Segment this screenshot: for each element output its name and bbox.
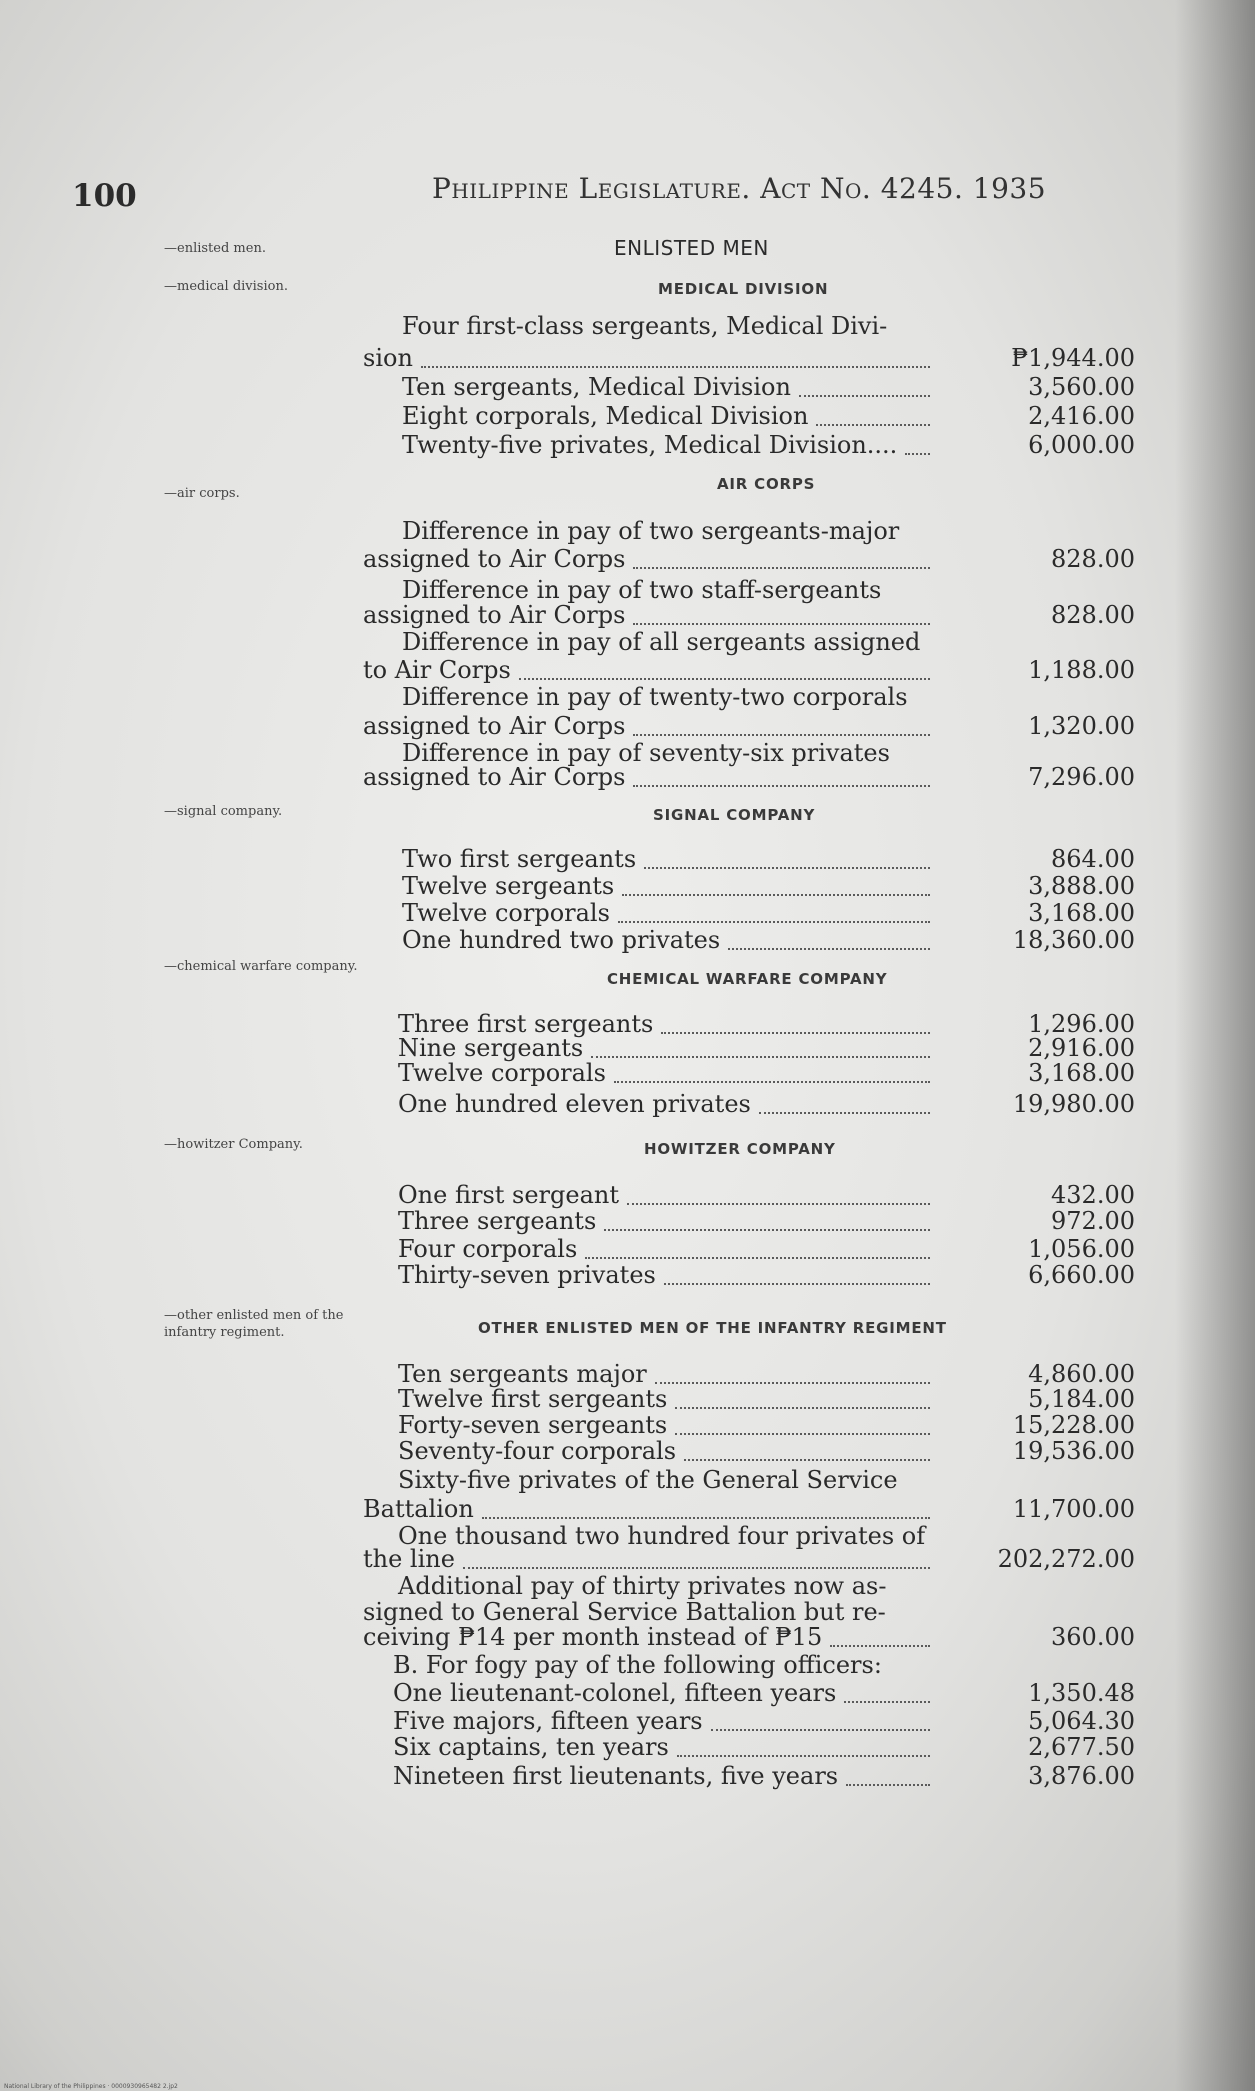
line-item-text: Nine sergeants — [398, 1034, 584, 1062]
line-item-text: B. For fogy pay of the following officers: — [393, 1651, 882, 1679]
dot-leader — [830, 1645, 930, 1647]
line-item-text: One hundred eleven privates — [398, 1090, 751, 1118]
dot-leader — [618, 921, 930, 923]
dot-leader — [905, 453, 930, 455]
line-item-text: Twelve sergeants — [402, 872, 615, 900]
line-item-text: Three sergeants — [398, 1207, 597, 1235]
line-item-text: assigned to Air Corps — [363, 545, 626, 573]
margin-note-howitzer: —howitzer Company. — [164, 1137, 303, 1152]
line-item-amount: 3,560.00 — [1028, 373, 1135, 401]
dot-leader — [664, 1283, 930, 1285]
section-heading-chemical: CHEMICAL WARFARE COMPANY — [607, 970, 888, 988]
line-item-amount: 19,980.00 — [1012, 1090, 1135, 1118]
line-item-text: sion — [363, 344, 413, 372]
line-item-text: Seventy-four corporals — [398, 1437, 677, 1465]
line-item-text: Difference in pay of seventy-six privates — [402, 739, 890, 767]
line-item-text: Five majors, fifteen years — [393, 1707, 703, 1735]
dot-leader — [675, 1407, 930, 1409]
margin-note-air: —air corps. — [164, 486, 240, 501]
line-item-amount: 2,416.00 — [1028, 402, 1135, 430]
line-item-amount: 1,320.00 — [1028, 712, 1135, 740]
line-item-amount: 11,700.00 — [1012, 1495, 1135, 1523]
dot-leader — [633, 734, 930, 736]
section-heading-howitzer: HOWITZER COMPANY — [644, 1140, 836, 1158]
line-item-amount: 2,916.00 — [1028, 1034, 1135, 1062]
line-item-text: Four first-class sergeants, Medical Divi- — [402, 312, 888, 340]
dot-leader — [482, 1517, 930, 1519]
line-item-text: One thousand two hundred four privates of — [398, 1522, 926, 1550]
line-item-text: Battalion — [363, 1495, 474, 1523]
line-item-amount: 202,272.00 — [997, 1545, 1135, 1573]
line-item-text: One hundred two privates — [402, 926, 721, 954]
running-head: Philippine Legislature. Act No. 4245. 1935 — [432, 172, 1047, 205]
line-item-amount: 3,876.00 — [1028, 1762, 1135, 1790]
line-item-text: Six captains, ten years — [393, 1733, 669, 1761]
dot-leader — [633, 623, 930, 625]
line-item-amount: 828.00 — [1051, 601, 1135, 629]
line-item-text: Twelve corporals — [402, 899, 610, 927]
dot-leader — [463, 1567, 930, 1569]
line-item-text: Three first sergeants — [398, 1010, 654, 1038]
line-item-text: Difference in pay of all sergeants assigned — [402, 628, 921, 656]
line-item-amount: 1,056.00 — [1028, 1235, 1135, 1263]
line-item-amount: 15,228.00 — [1012, 1411, 1135, 1439]
line-item-text: assigned to Air Corps — [363, 763, 626, 791]
line-item-amount: 1,350.48 — [1028, 1679, 1135, 1707]
line-item-amount: 1,188.00 — [1028, 656, 1135, 684]
line-item-text: Thirty-seven privates — [398, 1261, 656, 1289]
line-item-amount: 5,064.30 — [1028, 1707, 1135, 1735]
main-heading: ENLISTED MEN — [614, 236, 769, 260]
line-item-text: Difference in pay of two staff-sergeants — [402, 576, 882, 604]
dot-leader — [799, 395, 930, 397]
margin-note-enlisted: —enlisted men. — [164, 241, 266, 256]
line-item-text: Four corporals — [398, 1235, 578, 1263]
line-item-amount: 19,536.00 — [1012, 1437, 1135, 1465]
line-item-text: to Air Corps — [363, 656, 511, 684]
dot-leader — [633, 567, 930, 569]
dot-leader — [591, 1056, 930, 1058]
line-item-amount: 4,860.00 — [1028, 1360, 1135, 1388]
line-item-amount: 5,184.00 — [1028, 1385, 1135, 1413]
line-item-text: One first sergeant — [398, 1181, 620, 1209]
dot-leader — [684, 1459, 930, 1461]
line-item-text: Sixty-five privates of the General Service — [398, 1466, 898, 1494]
line-item-text: ceiving ₱14 per month instead of ₱15 — [363, 1623, 823, 1651]
line-item-text: the line — [363, 1545, 455, 1573]
dot-leader — [759, 1112, 930, 1114]
dot-leader — [604, 1229, 930, 1231]
line-item-text: Difference in pay of two sergeants-major — [402, 517, 900, 545]
dot-leader — [627, 1203, 930, 1205]
line-item-amount: ₱1,944.00 — [1011, 344, 1135, 372]
line-item-text: Twenty-five privates, Medical Division.... — [402, 431, 898, 459]
line-item-amount: 1,296.00 — [1028, 1010, 1135, 1038]
line-item-text: Twelve first sergeants — [398, 1385, 668, 1413]
dot-leader — [421, 366, 930, 368]
dot-leader — [614, 1081, 930, 1083]
line-item-text: Additional pay of thirty privates now as- — [398, 1572, 887, 1600]
section-heading-signal: SIGNAL COMPANY — [653, 806, 816, 824]
line-item-text: Ten sergeants major — [398, 1360, 647, 1388]
section-heading-other: OTHER ENLISTED MEN OF THE INFANTRY REGIMENT — [478, 1319, 947, 1337]
line-item-amount: 2,677.50 — [1028, 1733, 1135, 1761]
dot-leader — [728, 948, 930, 950]
dot-leader — [816, 424, 930, 426]
margin-note-other: —other enlisted men of the infantry regiment. — [164, 1308, 344, 1340]
dot-leader — [711, 1729, 930, 1731]
dot-leader — [622, 894, 930, 896]
dot-leader — [677, 1755, 930, 1757]
line-item-amount: 432.00 — [1051, 1181, 1135, 1209]
line-item-amount: 360.00 — [1051, 1623, 1135, 1651]
section-heading-medical: MEDICAL DIVISION — [658, 280, 829, 298]
line-item-text: One lieutenant-colonel, fifteen years — [393, 1679, 837, 1707]
line-item-amount: 18,360.00 — [1012, 926, 1135, 954]
dot-leader — [585, 1257, 930, 1259]
line-item-text: signed to General Service Battalion but re- — [363, 1598, 886, 1626]
line-item-amount: 864.00 — [1051, 845, 1135, 873]
line-item-amount: 7,296.00 — [1028, 763, 1135, 791]
dot-leader — [675, 1433, 930, 1435]
line-item-amount: 6,660.00 — [1028, 1261, 1135, 1289]
line-item-text: Forty-seven sergeants — [398, 1411, 668, 1439]
page-number: 100 — [72, 178, 137, 214]
line-item-text: Two first sergeants — [402, 845, 637, 873]
line-item-text: Ten sergeants, Medical Division — [402, 373, 791, 401]
footer-note: National Library of the Philippines · 0000930965482 2.jp2 — [4, 2083, 178, 2090]
dot-leader — [661, 1032, 930, 1034]
dot-leader — [644, 867, 930, 869]
margin-note-chemical: —chemical warfare company. — [164, 959, 358, 974]
line-item-amount: 3,888.00 — [1028, 872, 1135, 900]
line-item-amount: 972.00 — [1051, 1207, 1135, 1235]
line-item-amount: 828.00 — [1051, 545, 1135, 573]
margin-note-medical: —medical division. — [164, 279, 288, 294]
margin-note-signal: —signal company. — [164, 804, 283, 819]
line-item-text: assigned to Air Corps — [363, 601, 626, 629]
dot-leader — [655, 1382, 930, 1384]
line-item-amount: 6,000.00 — [1028, 431, 1135, 459]
line-item-text: Nineteen first lieutenants, five years — [393, 1762, 839, 1790]
dot-leader — [519, 678, 930, 680]
section-heading-air: AIR CORPS — [717, 475, 816, 493]
page-edge-shadow — [1175, 0, 1255, 2091]
line-item-text: Difference in pay of twenty-two corporals — [402, 683, 908, 711]
line-item-text: Twelve corporals — [398, 1059, 606, 1087]
dot-leader — [844, 1701, 930, 1703]
line-item-text: Eight corporals, Medical Division — [402, 402, 809, 430]
line-item-text: assigned to Air Corps — [363, 712, 626, 740]
dot-leader — [633, 785, 930, 787]
line-item-amount: 3,168.00 — [1028, 899, 1135, 927]
line-item-amount: 3,168.00 — [1028, 1059, 1135, 1087]
dot-leader — [846, 1784, 930, 1786]
